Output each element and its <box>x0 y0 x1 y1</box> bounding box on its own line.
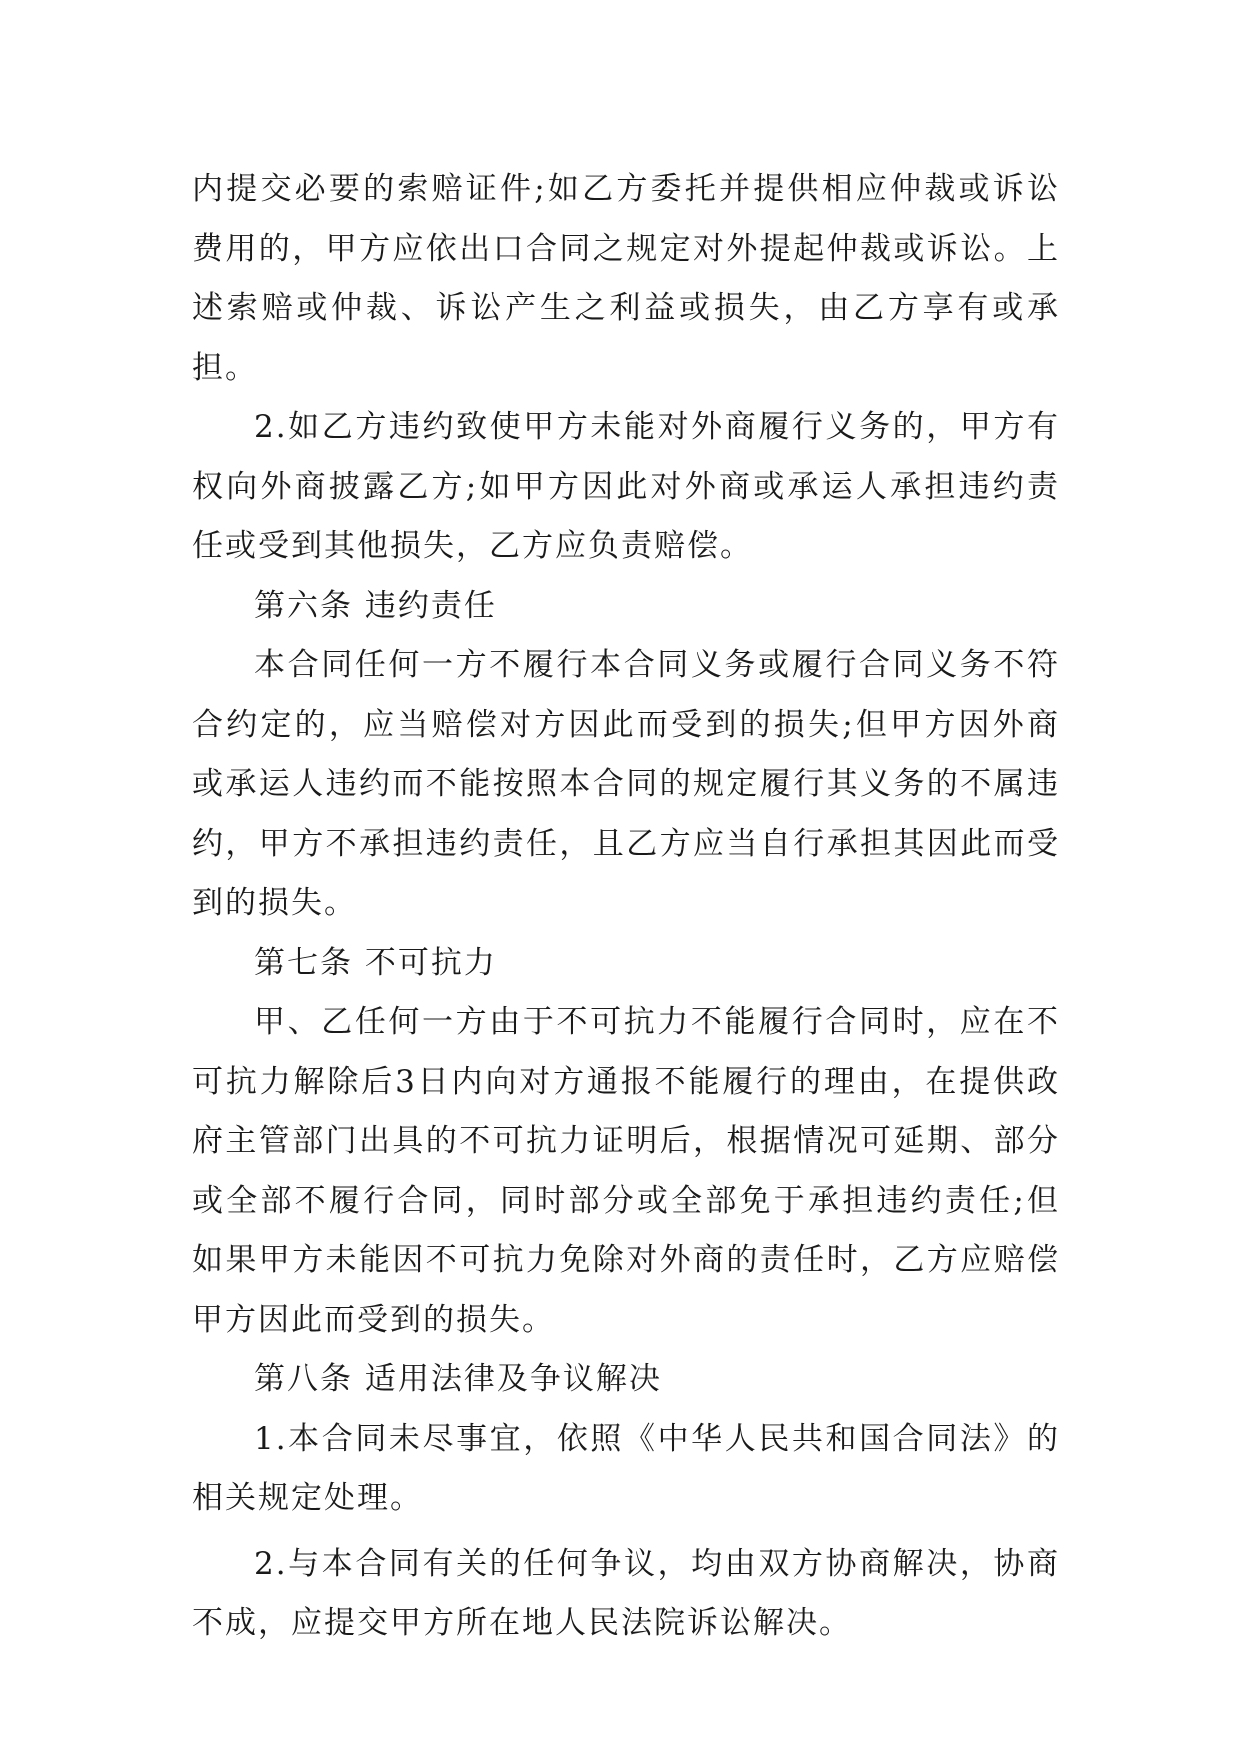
paragraph-clause-5-2: 2.如乙方违约致使甲方未能对外商履行义务的，甲方有权向外商披露乙方;如甲方因此对外商或承运人承担违约责任或受到其他损失，乙方应负责赔偿。 <box>192 409 1060 564</box>
section-heading-article-6: 第六条 违约责任 <box>254 587 497 624</box>
paragraph-article-8-clause-1: 1.本合同未尽事宜，依照《中华人民共和国合同法》的相关规定处理。 <box>192 1420 1060 1516</box>
section-heading-article-7: 第七条 不可抗力 <box>254 944 497 981</box>
paragraph-continuation: 内提交必要的索赔证件;如乙方委托并提供相应仲裁或诉讼费用的，甲方应依出口合同之规定对外提起仲裁或诉讼。上述索赔或仲裁、诉讼产生之利益或损失，由乙方享有或承担。 <box>192 171 1060 386</box>
document-body <box>192 160 1060 1654</box>
paragraph-article-6-body: 本合同任何一方不履行本合同义务或履行合同义务不符合约定的，应当赔偿对方因此而受到的损失;但甲方因外商或承运人违约而不能按照本合同的规定履行其义务的不属违约，甲方不承担违约责任，且乙方应当自行承担其因此而受到的损失。 <box>192 647 1060 921</box>
section-heading-article-8: 第八条 适用法律及争议解决 <box>254 1361 662 1397</box>
paragraph-article-7-body: 甲、乙任何一方由于不可抗力不能履行合同时，应在不可抗力解除后3日内向对方通报不能履行的理由，在提供政府主管部门出具的不可抗力证明后，根据情况可延期、部分或全部不履行合同，同时部分或全部免于承担违约责任;但如果甲方未能因不可抗力免除对外商的责任时，乙方应赔偿甲方因此而受到的损失。 <box>192 1004 1060 1338</box>
paragraph-article-8-clause-2: 2.与本合同有关的任何争议，均由双方协商解决，协商不成，应提交甲方所在地人民法院诉讼解决。 <box>192 1545 1060 1641</box>
